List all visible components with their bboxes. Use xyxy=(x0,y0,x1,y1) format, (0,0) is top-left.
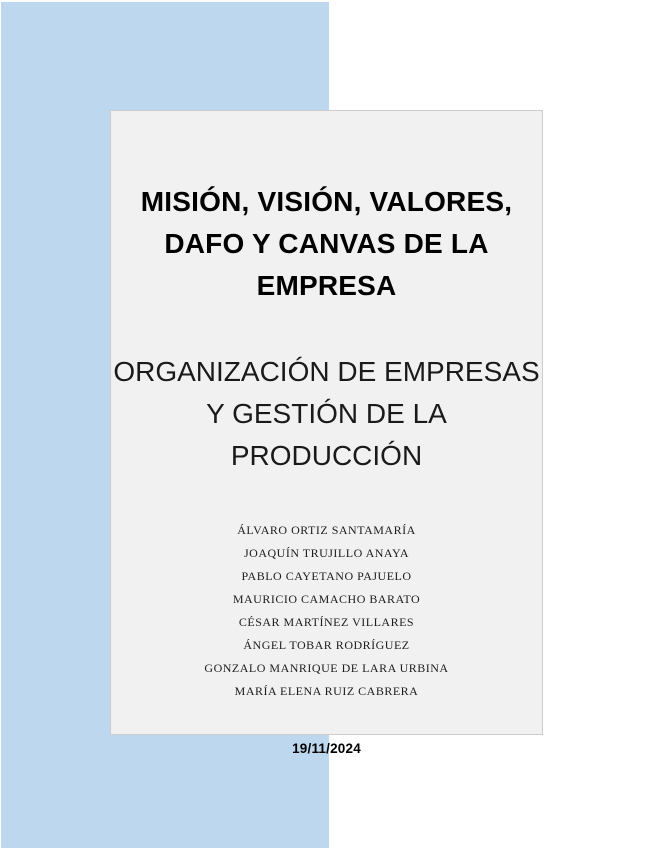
document-title-line: DAFO Y CANVAS DE LA xyxy=(164,228,489,259)
author-name: JOAQUÍN TRUJILLO ANAYA xyxy=(243,546,409,560)
author-name: PABLO CAYETANO PAJUELO xyxy=(241,569,412,583)
author-list xyxy=(111,519,542,703)
author-name: ÁLVARO ORTIZ SANTAMARÍA xyxy=(237,523,416,537)
author-name: CÉSAR MARTÍNEZ VILLARES xyxy=(238,615,415,629)
document-title-line: EMPRESA xyxy=(256,270,397,301)
course-title-line: ORGANIZACIÓN DE EMPRESAS xyxy=(113,356,540,387)
author-name: MAURICIO CAMACHO BARATO xyxy=(232,592,421,606)
author-name: GONZALO MANRIQUE DE LARA URBINA xyxy=(204,661,449,675)
course-title xyxy=(113,351,540,477)
author-name: MARÍA ELENA RUIZ CABRERA xyxy=(234,684,419,698)
document-title xyxy=(119,181,534,307)
cover-card xyxy=(110,110,543,756)
course-title-line: Y GESTIÓN DE LA PRODUCCIÓN xyxy=(206,398,447,471)
document-date: 19/11/2024 xyxy=(292,741,361,756)
author-name: ÁNGEL TOBAR RODRÍGUEZ xyxy=(243,638,410,652)
document-title-line: MISIÓN, VISIÓN, VALORES, xyxy=(140,186,513,217)
